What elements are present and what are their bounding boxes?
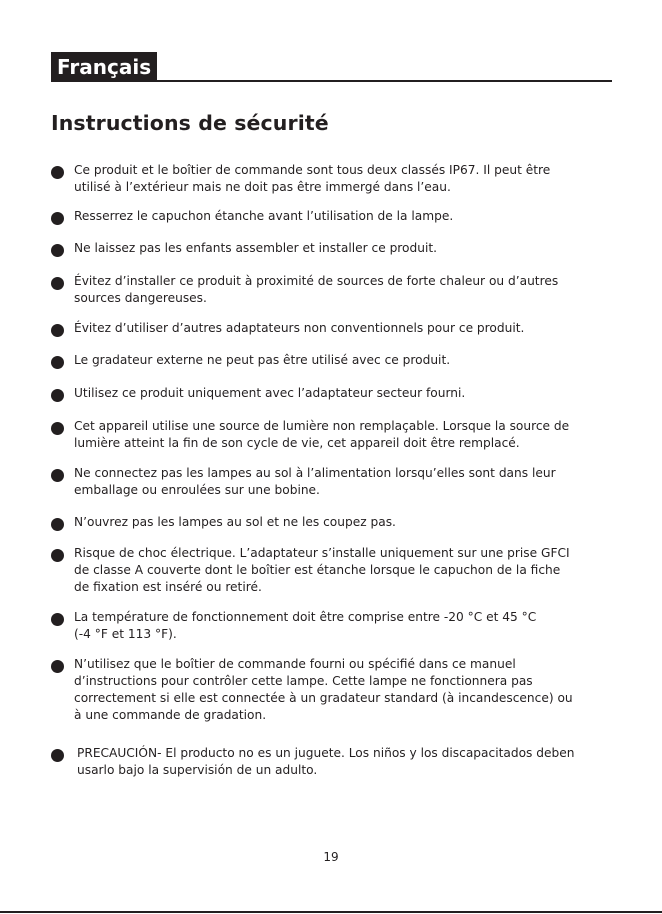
bullet-icon xyxy=(51,613,64,626)
bullet-icon xyxy=(51,356,64,369)
safety-item-text: Ne connectez pas les lampes au sol à l’alimentation lorsqu’elles sont dans leur emballage ou enroulées sur une bobine. xyxy=(74,466,556,497)
bullet-icon xyxy=(51,277,64,290)
safety-item-text: Utilisez ce produit uniquement avec l’adaptateur secteur fourni. xyxy=(74,386,466,400)
bullet-icon xyxy=(51,389,64,402)
safety-item-text: Ne laissez pas les enfants assembler et installer ce produit. xyxy=(74,241,438,255)
bullet-icon xyxy=(51,660,64,673)
bullet-icon xyxy=(51,518,64,531)
bullet-icon xyxy=(51,422,64,435)
bottom-rule xyxy=(0,911,662,913)
bullet-icon xyxy=(51,469,64,482)
safety-item-text: PRECAUCIÓN- El producto no es un juguete. Los niños y los discapacitados deben usarlo bajo la supervisión de un adulto. xyxy=(77,746,575,777)
safety-item-text: Resserrez le capuchon étanche avant l’utilisation de la lampe. xyxy=(74,209,454,223)
safety-item-text: Cet appareil utilise une source de lumière non remplaçable. Lorsque la source de lumière atteint la fin de son cycle de vie, cet appareil doit être remplacé. xyxy=(74,419,570,450)
safety-item-text: La température de fonctionnement doit être comprise entre -20 °C et 45 °C (-4 °F et 113 °F). xyxy=(74,610,537,641)
safety-item-text: Ce produit et le boîtier de commande sont tous deux classés IP67. Il peut être utilisé à l’extérieur mais ne doit pas être immergé dans l’eau. xyxy=(74,163,551,194)
header-rule xyxy=(51,80,612,82)
safety-item-text: Risque de choc électrique. L’adaptateur s’installe uniquement sur une prise GFCI de classe A couverte dont le boîtier est étanche lorsque le capuchon de la fiche de fixation est inséré ou retiré. xyxy=(74,546,570,594)
language-header xyxy=(51,52,612,82)
page-number: 19 xyxy=(323,850,339,864)
language-tab: Français xyxy=(51,52,157,80)
safety-item-text: Le gradateur externe ne peut pas être utilisé avec ce produit. xyxy=(74,353,451,367)
safety-item-text: N’ouvrez pas les lampes au sol et ne les coupez pas. xyxy=(74,515,396,529)
bullet-icon xyxy=(51,749,64,762)
bullet-icon xyxy=(51,244,64,257)
safety-item-text: N’utilisez que le boîtier de commande fourni ou spécifié dans ce manuel d’instructions pour contrôler cette lampe. Cette lampe ne fonctionnera pas correctement si elle est connectée à un gradateur standard (à incandescence) ou à une commande de gradation. xyxy=(74,657,573,722)
bullet-icon xyxy=(51,212,64,225)
bullet-icon xyxy=(51,549,64,562)
bullet-icon xyxy=(51,324,64,337)
bullet-icon xyxy=(51,166,64,179)
safety-item-text: Évitez d’installer ce produit à proximité de sources de forte chaleur ou d’autres sources dangereuses. xyxy=(74,274,559,305)
safety-item-text: Évitez d’utiliser d’autres adaptateurs non conventionnels pour ce produit. xyxy=(74,321,525,335)
page-title: Instructions de sécurité xyxy=(51,111,329,135)
